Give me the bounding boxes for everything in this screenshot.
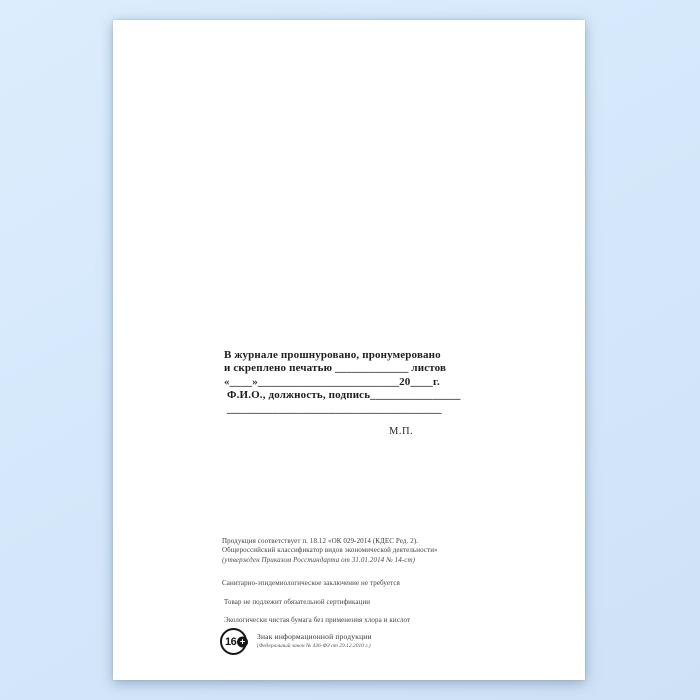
compliance-line-1: Продукция соответствует п. 18.12 «ОК 029-2014 (КДЕС Ред. 2).: [222, 537, 419, 545]
compliance-line-3: (утвержден Приказом Росстандарта от 31.01.2014 № 14-ст): [222, 555, 416, 564]
age-rating-plus: +: [237, 636, 248, 647]
age-rating-16plus-icon: [220, 628, 247, 655]
lacing-line-signature: Ф.И.О., должность, подпись________________: [227, 389, 461, 402]
compliance-line-2: Общероссийский классификатор видов экономической деятельности»: [222, 546, 438, 555]
lacing-certification-block: [224, 349, 461, 416]
eco-paper-note: Экологически чистая бумага без применения хлора и кислот: [224, 616, 411, 624]
certification-note: Товар не подлежит обязательной сертификации: [224, 598, 371, 606]
lacing-line-2: и скреплено печатью _____________ листов: [224, 362, 447, 375]
sanitary-note: Санитарно-эпидемиологическое заключение не требуется: [222, 579, 400, 587]
stamp-place-abbr: М.П.: [389, 426, 414, 437]
journal-back-page: [113, 20, 585, 680]
age-mark-law-reference: (Федеральный закон № 436-ФЗ от 29.12.2010 г.): [257, 643, 371, 649]
lacing-line-1: В журнале прошнуровано, пронумеровано: [224, 349, 441, 361]
lacing-line-blank: ______________________________________: [227, 402, 442, 415]
age-mark-title: Знак информационной продукции: [257, 632, 372, 641]
lacing-line-date: «____»_________________________20____г.: [224, 375, 440, 388]
age-rating-number: 16: [225, 635, 237, 648]
compliance-note: [222, 537, 438, 565]
